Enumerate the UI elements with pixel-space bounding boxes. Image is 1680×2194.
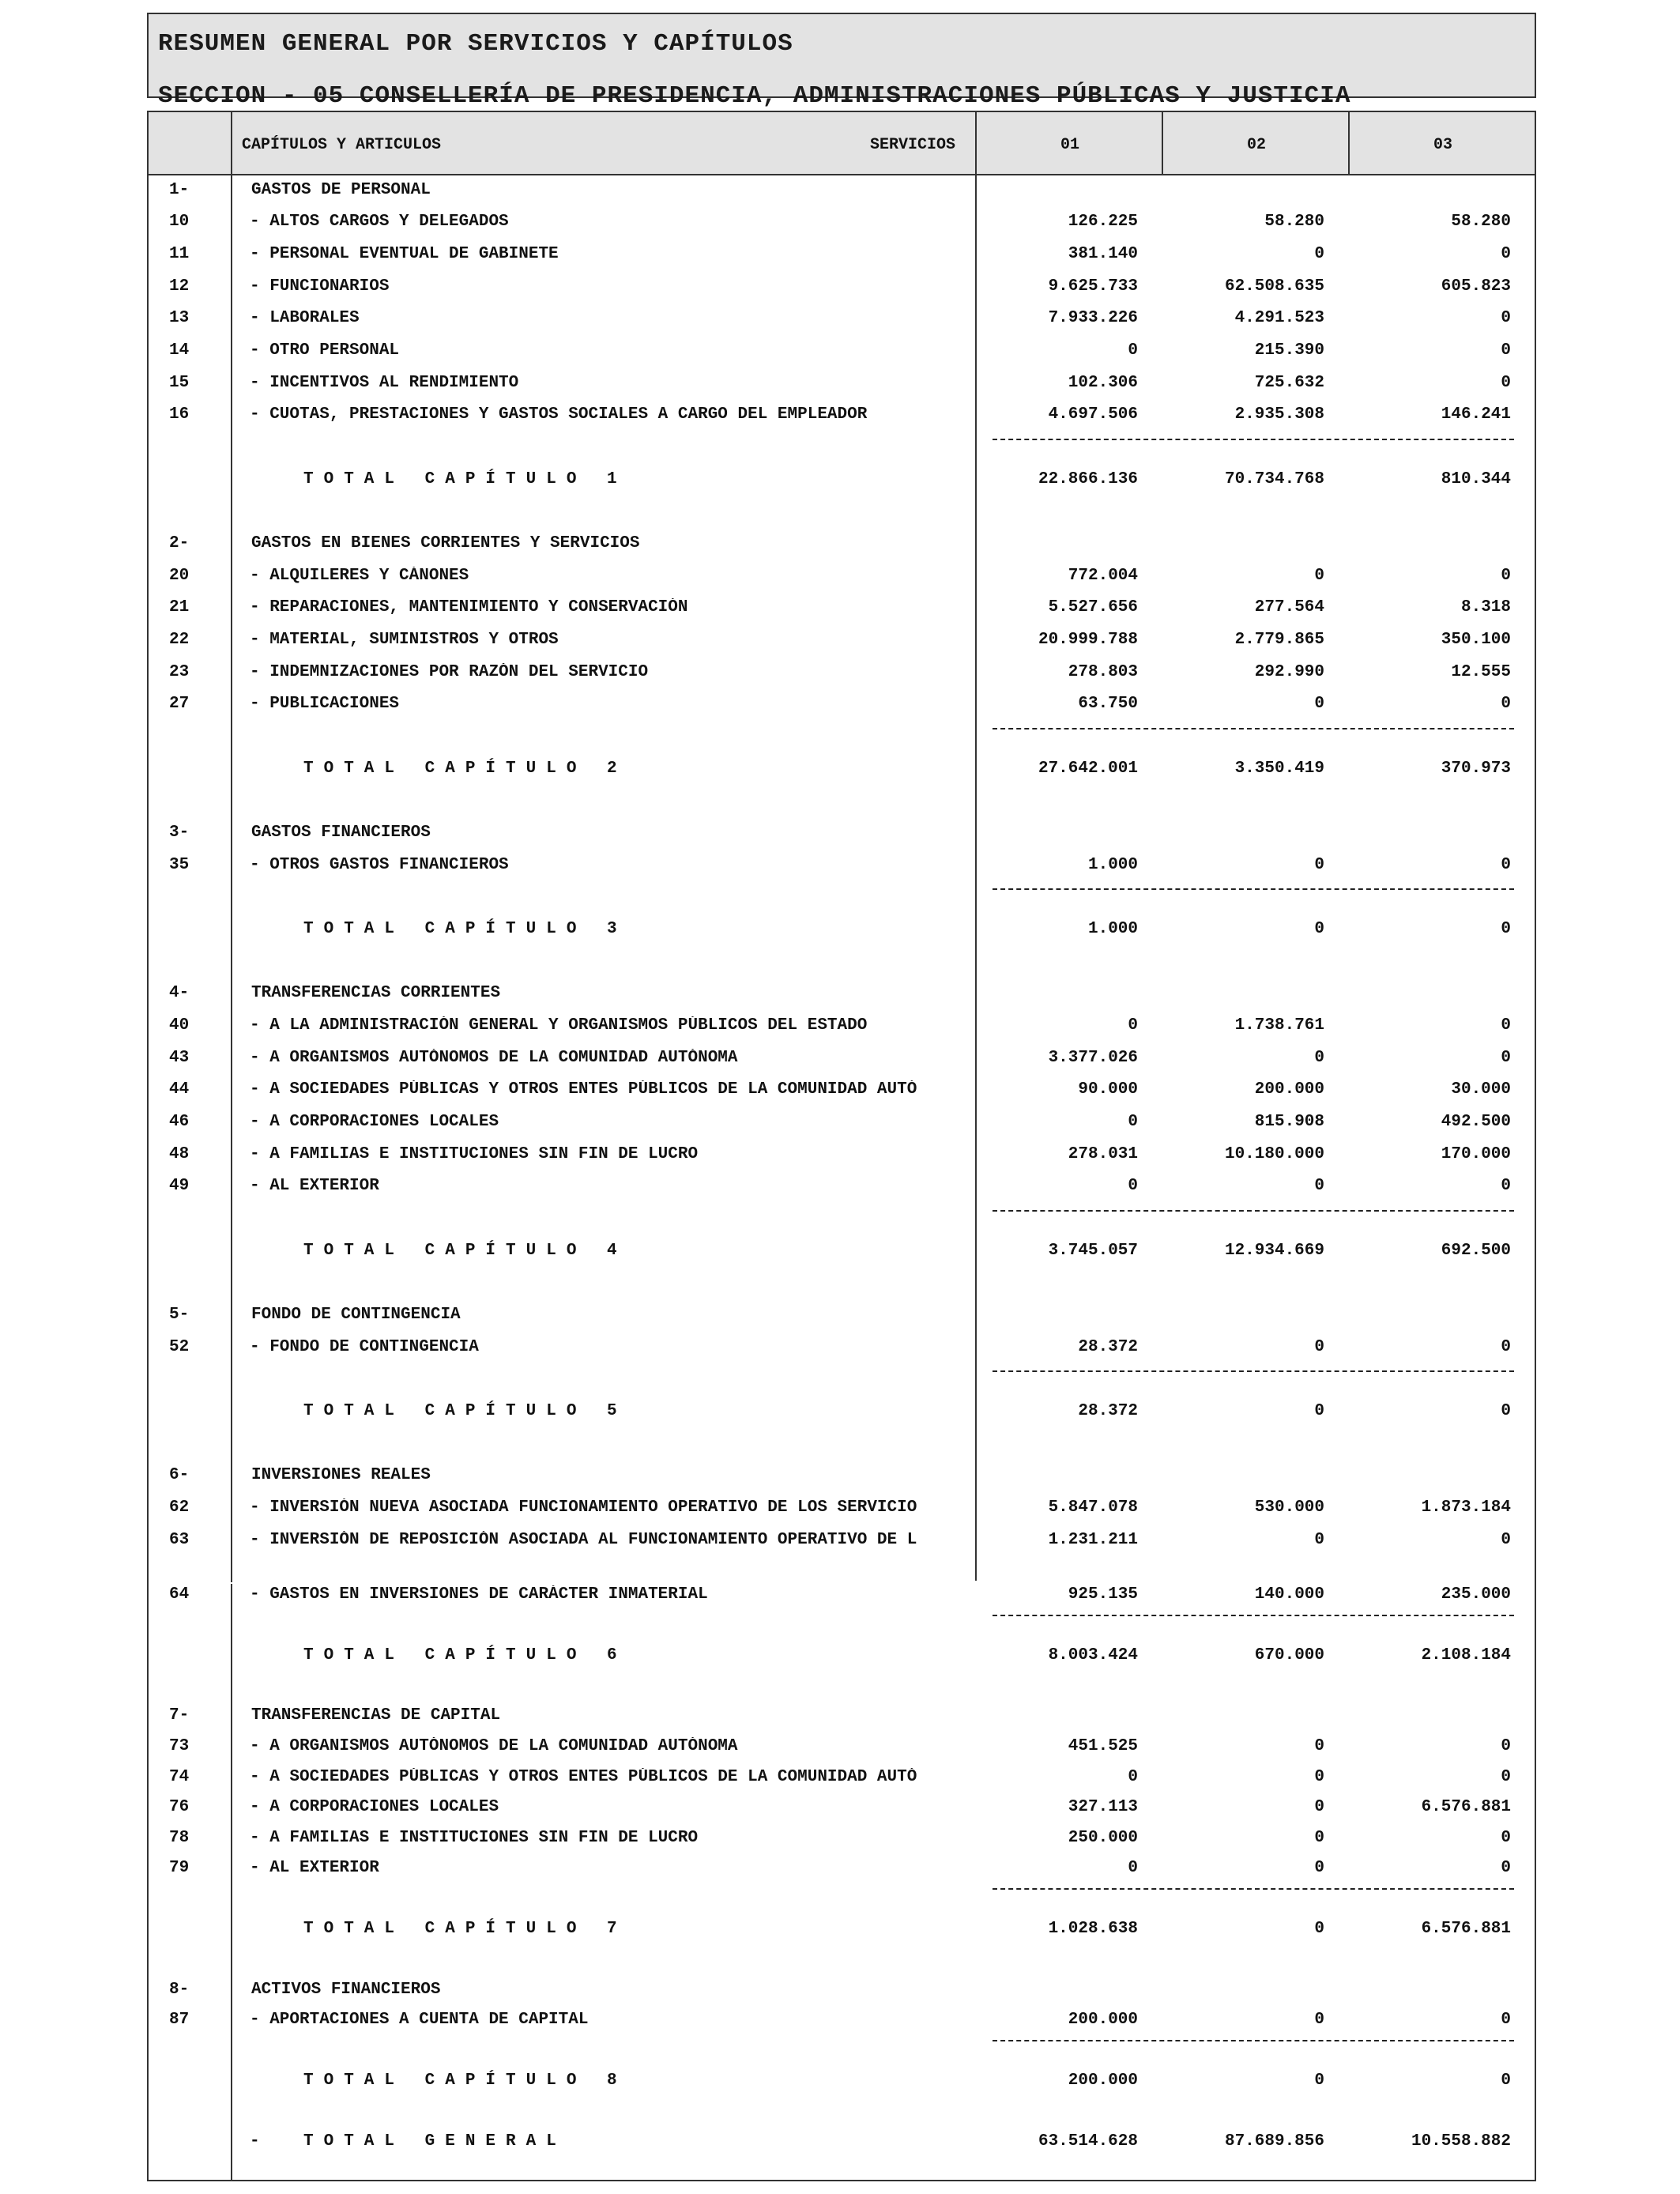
value-col-02: 1.738.761	[1234, 1016, 1324, 1035]
value-col-01: 200.000	[1068, 2071, 1138, 2090]
total-separator	[993, 439, 1514, 440]
total-separator	[993, 728, 1514, 729]
value-col-03: 6.576.881	[1421, 1920, 1511, 1938]
chapter-total-row	[149, 920, 1535, 944]
value-col-02: 0	[1314, 1859, 1324, 1877]
total-label: TOTAL CAPÍTULO 2	[303, 760, 627, 778]
row-code: 76	[169, 1798, 190, 1816]
row-description: - A FAMILIAS E INSTITUCIONES SIN FIN DE LUCRO	[250, 1829, 699, 1847]
value-col-02: 0	[1314, 567, 1324, 585]
table-row	[149, 341, 1535, 365]
chapter-total-row	[149, 1646, 1535, 1670]
row-code: 49	[169, 1177, 190, 1195]
row-code: 48	[169, 1145, 190, 1163]
row-code: 12	[169, 277, 190, 296]
row-code: 4-	[169, 984, 190, 1002]
row-description: - ALQUILERES Y CÁNONES	[250, 567, 469, 585]
value-col-03: 0	[1501, 567, 1511, 585]
row-code: 64	[169, 1585, 190, 1604]
row-description: - A FAMILIAS E INSTITUCIONES SIN FIN DE LUCRO	[250, 1145, 699, 1163]
chapter-heading-row	[149, 1981, 1535, 2004]
value-col-02: 0	[1314, 1920, 1324, 1938]
row-code: 6-	[169, 1466, 190, 1484]
value-col-01: 0	[1128, 1113, 1138, 1131]
value-col-01: 925.135	[1068, 1585, 1138, 1604]
row-code: 79	[169, 1859, 190, 1877]
row-code: 2-	[169, 534, 190, 552]
report-title-box	[147, 13, 1536, 110]
table-row	[149, 1498, 1535, 1522]
row-code: 23	[169, 663, 190, 681]
value-col-03: 0	[1501, 856, 1511, 874]
value-col-03: 0	[1501, 1829, 1511, 1847]
row-code: 16	[169, 405, 190, 424]
row-code: 44	[169, 1080, 190, 1099]
table-row	[149, 1016, 1535, 1040]
value-col-03: 0	[1501, 1859, 1511, 1877]
table-row	[149, 1859, 1535, 1883]
value-col-02: 70.734.768	[1224, 470, 1324, 488]
table-row	[149, 245, 1535, 269]
chapter-heading-row	[149, 824, 1535, 847]
row-description: - A CORPORACIONES LOCALES	[250, 1113, 499, 1131]
value-col-01: 3.745.057	[1048, 1242, 1138, 1260]
value-col-03: 692.500	[1441, 1242, 1511, 1260]
value-col-01: 63.750	[1078, 695, 1138, 713]
table-row	[149, 1113, 1535, 1137]
value-col-02: 0	[1314, 1177, 1324, 1195]
value-col-02: 62.508.635	[1224, 277, 1324, 296]
row-code: 5-	[169, 1306, 190, 1324]
value-col-03: 30.000	[1451, 1080, 1511, 1099]
chapter-total-row	[149, 1242, 1535, 1265]
value-col-03: 0	[1501, 1531, 1511, 1549]
table-row	[149, 1798, 1535, 1822]
chapter-total-row	[149, 760, 1535, 783]
row-code: 63	[169, 1531, 190, 1549]
value-col-02: 670.000	[1254, 1646, 1324, 1664]
row-description: - FONDO DE CONTINGENCIA	[250, 1338, 479, 1356]
value-col-02: 0	[1314, 1338, 1324, 1356]
value-col-01: 0	[1128, 1177, 1138, 1195]
row-description: - OTRO PERSONAL	[250, 341, 400, 360]
row-description: GASTOS EN BIENES CORRIENTES Y SERVICIOS	[251, 534, 640, 552]
row-code: 35	[169, 856, 190, 874]
page-break-gap	[149, 1582, 1535, 1584]
value-col-03: 0	[1501, 1402, 1511, 1420]
table-row	[149, 1829, 1535, 1853]
total-label: TOTAL CAPÍTULO 1	[303, 470, 627, 488]
row-description: - GASTOS EN INVERSIONES DE CARÁCTER INMATERIAL	[250, 1585, 708, 1604]
row-description: - INVERSIÓN DE REPOSICIÓN ASOCIADA AL FUNCIONAMIENTO OPERATIVO DE L	[250, 1531, 917, 1549]
total-separator	[993, 1370, 1514, 1372]
value-col-02: 0	[1314, 1737, 1324, 1755]
value-col-01: 772.004	[1068, 567, 1138, 585]
grand-total-row	[149, 2132, 1535, 2156]
row-description: - A ORGANISMOS AUTÓNOMOS DE LA COMUNIDAD AUTÓNOMA	[250, 1737, 738, 1755]
value-col-01: 9.625.733	[1048, 277, 1138, 296]
row-code: 40	[169, 1016, 190, 1035]
table-row	[149, 1049, 1535, 1072]
value-col-03: 0	[1501, 2071, 1511, 2090]
table-row	[149, 663, 1535, 687]
value-col-02: 10.180.000	[1224, 1145, 1324, 1163]
value-col-03: 0	[1501, 341, 1511, 360]
value-col-02: 200.000	[1254, 1080, 1324, 1099]
total-separator	[993, 888, 1514, 890]
value-col-03: 370.973	[1441, 760, 1511, 778]
total-label: TOTAL CAPÍTULO 5	[303, 1402, 627, 1420]
table-row	[149, 2011, 1535, 2034]
table-row	[149, 1585, 1535, 1609]
row-code: 13	[169, 309, 190, 327]
grand-total-dash: -	[250, 2132, 260, 2151]
row-description: - AL EXTERIOR	[250, 1859, 379, 1877]
chapter-heading-row	[149, 984, 1535, 1008]
chapter-heading-row	[149, 181, 1535, 205]
value-col-03: 810.344	[1441, 470, 1511, 488]
value-col-03: 58.280	[1451, 213, 1511, 231]
value-col-02: 0	[1314, 695, 1324, 713]
value-col-02: 0	[1314, 2071, 1324, 2090]
row-code: 78	[169, 1829, 190, 1847]
value-col-03: 10.558.882	[1411, 2132, 1511, 2151]
chapter-heading-row	[149, 1306, 1535, 1329]
table-row	[149, 856, 1535, 880]
row-description: - PERSONAL EVENTUAL DE GABINETE	[250, 245, 559, 263]
header-col-01: 01	[1060, 136, 1079, 154]
value-col-02: 725.632	[1254, 374, 1324, 392]
table-header	[149, 112, 1535, 175]
chapter-heading-row	[149, 1466, 1535, 1490]
row-description: - A LA ADMINISTRACIÓN GENERAL Y ORGANISMOS PÚBLICOS DEL ESTADO	[250, 1016, 868, 1035]
table-row	[149, 1145, 1535, 1169]
row-code: 10	[169, 213, 190, 231]
row-description: INVERSIONES REALES	[251, 1466, 431, 1484]
value-col-01: 8.003.424	[1048, 1646, 1138, 1664]
total-separator	[993, 2040, 1514, 2041]
row-description: FONDO DE CONTINGENCIA	[251, 1306, 461, 1324]
row-code: 1-	[169, 181, 190, 199]
value-col-03: 0	[1501, 374, 1511, 392]
value-col-01: 1.000	[1087, 920, 1138, 938]
value-col-01: 3.377.026	[1048, 1049, 1138, 1067]
chapter-total-row	[149, 470, 1535, 494]
row-code: 74	[169, 1768, 190, 1786]
value-col-02: 2.779.865	[1234, 631, 1324, 649]
value-col-03: 0	[1501, 1177, 1511, 1195]
value-col-03: 8.318	[1460, 598, 1511, 616]
value-col-01: 278.803	[1068, 663, 1138, 681]
value-col-02: 0	[1314, 2011, 1324, 2029]
chapter-total-row	[149, 1402, 1535, 1426]
value-col-03: 0	[1501, 920, 1511, 938]
column-divider	[1348, 112, 1350, 175]
row-code: 43	[169, 1049, 190, 1067]
row-description: - FUNCIONARIOS	[250, 277, 390, 296]
row-description: GASTOS DE PERSONAL	[251, 181, 431, 199]
value-col-03: 0	[1501, 2011, 1511, 2029]
total-label: TOTAL CAPÍTULO 3	[303, 920, 627, 938]
table-row	[149, 695, 1535, 718]
value-col-01: 200.000	[1068, 2011, 1138, 2029]
value-col-01: 0	[1128, 1768, 1138, 1786]
value-col-03: 6.576.881	[1421, 1798, 1511, 1816]
row-code: 27	[169, 695, 190, 713]
row-description: - MATERIAL, SUMINISTROS Y OTROS	[250, 631, 559, 649]
table-row	[149, 309, 1535, 333]
row-description: - A SOCIEDADES PÚBLICAS Y OTROS ENTES PÚBLICOS DE LA COMUNIDAD AUTÓ	[250, 1768, 917, 1786]
value-col-03: 0	[1501, 1737, 1511, 1755]
value-col-03: 0	[1501, 1016, 1511, 1035]
total-separator	[993, 1210, 1514, 1212]
row-code: 62	[169, 1498, 190, 1517]
value-col-02: 0	[1314, 920, 1324, 938]
table-row	[149, 1737, 1535, 1761]
value-col-01: 5.527.656	[1048, 598, 1138, 616]
row-description: TRANSFERENCIAS CORRIENTES	[251, 984, 501, 1002]
row-code: 87	[169, 2011, 190, 2029]
value-col-02: 530.000	[1254, 1498, 1324, 1517]
total-label: TOTAL CAPÍTULO 4	[303, 1242, 627, 1260]
table-row	[149, 213, 1535, 236]
value-col-01: 1.000	[1087, 856, 1138, 874]
total-label: TOTAL GENERAL	[303, 2132, 567, 2151]
row-description: - CUOTAS, PRESTACIONES Y GASTOS SOCIALES A CARGO DEL EMPLEADOR	[250, 405, 868, 424]
value-col-03: 2.108.184	[1421, 1646, 1511, 1664]
value-col-01: 0	[1128, 1016, 1138, 1035]
value-col-03: 0	[1501, 1768, 1511, 1786]
row-description: - LABORALES	[250, 309, 360, 327]
table-row	[149, 405, 1535, 429]
value-col-02: 0	[1314, 1049, 1324, 1067]
value-col-02: 0	[1314, 1531, 1324, 1549]
row-description: - REPARACIONES, MANTENIMIENTO Y CONSERVACIÓN	[250, 598, 688, 616]
value-col-01: 27.642.001	[1038, 760, 1138, 778]
table-row	[149, 567, 1535, 590]
table-row	[149, 598, 1535, 622]
value-col-01: 327.113	[1068, 1798, 1138, 1816]
row-code: 3-	[169, 824, 190, 842]
value-col-02: 2.935.308	[1234, 405, 1324, 424]
value-col-01: 28.372	[1078, 1338, 1138, 1356]
row-description: - AL EXTERIOR	[250, 1177, 379, 1195]
row-description: TRANSFERENCIAS DE CAPITAL	[251, 1706, 501, 1725]
value-col-01: 4.697.506	[1048, 405, 1138, 424]
value-col-01: 63.514.628	[1038, 2132, 1138, 2151]
value-col-01: 278.031	[1068, 1145, 1138, 1163]
value-col-02: 0	[1314, 245, 1324, 263]
chapter-heading-row	[149, 1706, 1535, 1730]
value-col-03: 12.555	[1451, 663, 1511, 681]
header-capitulos: CAPÍTULOS Y ARTICULOS	[242, 136, 442, 154]
budget-table	[147, 111, 1536, 2181]
row-description: - OTROS GASTOS FINANCIEROS	[250, 856, 509, 874]
value-col-03: 146.241	[1441, 405, 1511, 424]
row-description: - APORTACIONES A CUENTA DE CAPITAL	[250, 2011, 589, 2029]
row-code: 8-	[169, 1981, 190, 1999]
value-col-01: 28.372	[1078, 1402, 1138, 1420]
value-col-02: 0	[1314, 1829, 1324, 1847]
row-description: GASTOS FINANCIEROS	[251, 824, 431, 842]
row-code: 11	[169, 245, 190, 263]
row-description: - INDEMNIZACIONES POR RAZÓN DEL SERVICIO	[250, 663, 649, 681]
header-col-02: 02	[1246, 136, 1266, 154]
value-col-02: 58.280	[1264, 213, 1324, 231]
row-code: 7-	[169, 1706, 190, 1725]
table-row	[149, 1177, 1535, 1201]
value-col-01: 5.847.078	[1048, 1498, 1138, 1517]
chapter-total-row	[149, 2071, 1535, 2095]
row-description: - A SOCIEDADES PÚBLICAS Y OTROS ENTES PÚBLICOS DE LA COMUNIDAD AUTÓ	[250, 1080, 917, 1099]
value-col-01: 0	[1128, 1859, 1138, 1877]
row-description: - ALTOS CARGOS Y DELEGADOS	[250, 213, 509, 231]
chapter-total-row	[149, 1920, 1535, 1943]
header-servicios: SERVICIOS	[870, 136, 956, 154]
value-col-01: 126.225	[1068, 213, 1138, 231]
value-col-03: 605.823	[1441, 277, 1511, 296]
value-col-02: 215.390	[1254, 341, 1324, 360]
value-col-03: 1.873.184	[1421, 1498, 1511, 1517]
table-row	[149, 1080, 1535, 1104]
row-code: 20	[169, 567, 190, 585]
value-col-03: 0	[1501, 1338, 1511, 1356]
value-col-02: 277.564	[1254, 598, 1324, 616]
row-code: 15	[169, 374, 190, 392]
header-col-03: 03	[1433, 136, 1452, 154]
row-description: - PUBLICACIONES	[250, 695, 400, 713]
table-row	[149, 1531, 1535, 1555]
total-label: TOTAL CAPÍTULO 7	[303, 1920, 627, 1938]
value-col-02: 4.291.523	[1234, 309, 1324, 327]
row-description: - A CORPORACIONES LOCALES	[250, 1798, 499, 1816]
row-code: 22	[169, 631, 190, 649]
value-col-03: 235.000	[1441, 1585, 1511, 1604]
value-col-03: 0	[1501, 1049, 1511, 1067]
value-col-02: 292.990	[1254, 663, 1324, 681]
value-col-01: 0	[1128, 341, 1138, 360]
value-col-03: 170.000	[1441, 1145, 1511, 1163]
total-separator	[993, 1615, 1514, 1616]
section-title: SECCION - 05 CONSELLERÍA DE PRESIDENCIA, ADMINISTRACIONES PÚBLICAS Y JUSTICIA	[158, 82, 1351, 110]
total-label: TOTAL CAPÍTULO 8	[303, 2071, 627, 2090]
table-row	[149, 1768, 1535, 1792]
table-row	[149, 631, 1535, 654]
table-row	[149, 374, 1535, 398]
row-description: - INCENTIVOS AL RENDIMIENTO	[250, 374, 519, 392]
value-col-03: 0	[1501, 309, 1511, 327]
chapter-heading-row	[149, 534, 1535, 558]
row-code: 52	[169, 1338, 190, 1356]
value-col-01: 381.140	[1068, 245, 1138, 263]
value-col-01: 22.866.136	[1038, 470, 1138, 488]
value-col-02: 0	[1314, 1768, 1324, 1786]
value-col-01: 90.000	[1078, 1080, 1138, 1099]
total-separator	[993, 1888, 1514, 1890]
value-col-01: 7.933.226	[1048, 309, 1138, 327]
value-col-02: 140.000	[1254, 1585, 1324, 1604]
value-col-01: 451.525	[1068, 1737, 1138, 1755]
value-col-02: 815.908	[1254, 1113, 1324, 1131]
value-col-02: 3.350.419	[1234, 760, 1324, 778]
row-description: - A ORGANISMOS AUTÓNOMOS DE LA COMUNIDAD AUTÓNOMA	[250, 1049, 738, 1067]
table-row	[149, 277, 1535, 301]
value-col-01: 250.000	[1068, 1829, 1138, 1847]
row-code: 46	[169, 1113, 190, 1131]
value-col-03: 0	[1501, 695, 1511, 713]
value-col-02: 0	[1314, 1798, 1324, 1816]
value-col-02: 0	[1314, 1402, 1324, 1420]
value-col-03: 350.100	[1441, 631, 1511, 649]
row-code: 73	[169, 1737, 190, 1755]
row-description: ACTIVOS FINANCIEROS	[251, 1981, 441, 1999]
row-code: 21	[169, 598, 190, 616]
row-code: 14	[169, 341, 190, 360]
value-col-03: 0	[1501, 245, 1511, 263]
value-col-03: 492.500	[1441, 1113, 1511, 1131]
total-label: TOTAL CAPÍTULO 6	[303, 1646, 627, 1664]
value-col-02: 87.689.856	[1224, 2132, 1324, 2151]
value-col-01: 1.231.211	[1048, 1531, 1138, 1549]
value-col-02: 0	[1314, 856, 1324, 874]
value-col-02: 12.934.669	[1224, 1242, 1324, 1260]
value-col-01: 20.999.788	[1038, 631, 1138, 649]
value-col-01: 102.306	[1068, 374, 1138, 392]
column-divider	[1162, 112, 1163, 175]
report-title: RESUMEN GENERAL POR SERVICIOS Y CAPÍTULOS	[158, 30, 793, 58]
value-col-01: 1.028.638	[1048, 1920, 1138, 1938]
table-row	[149, 1338, 1535, 1362]
row-description: - INVERSIÓN NUEVA ASOCIADA FUNCIONAMIENTO OPERATIVO DE LOS SERVICIO	[250, 1498, 917, 1517]
